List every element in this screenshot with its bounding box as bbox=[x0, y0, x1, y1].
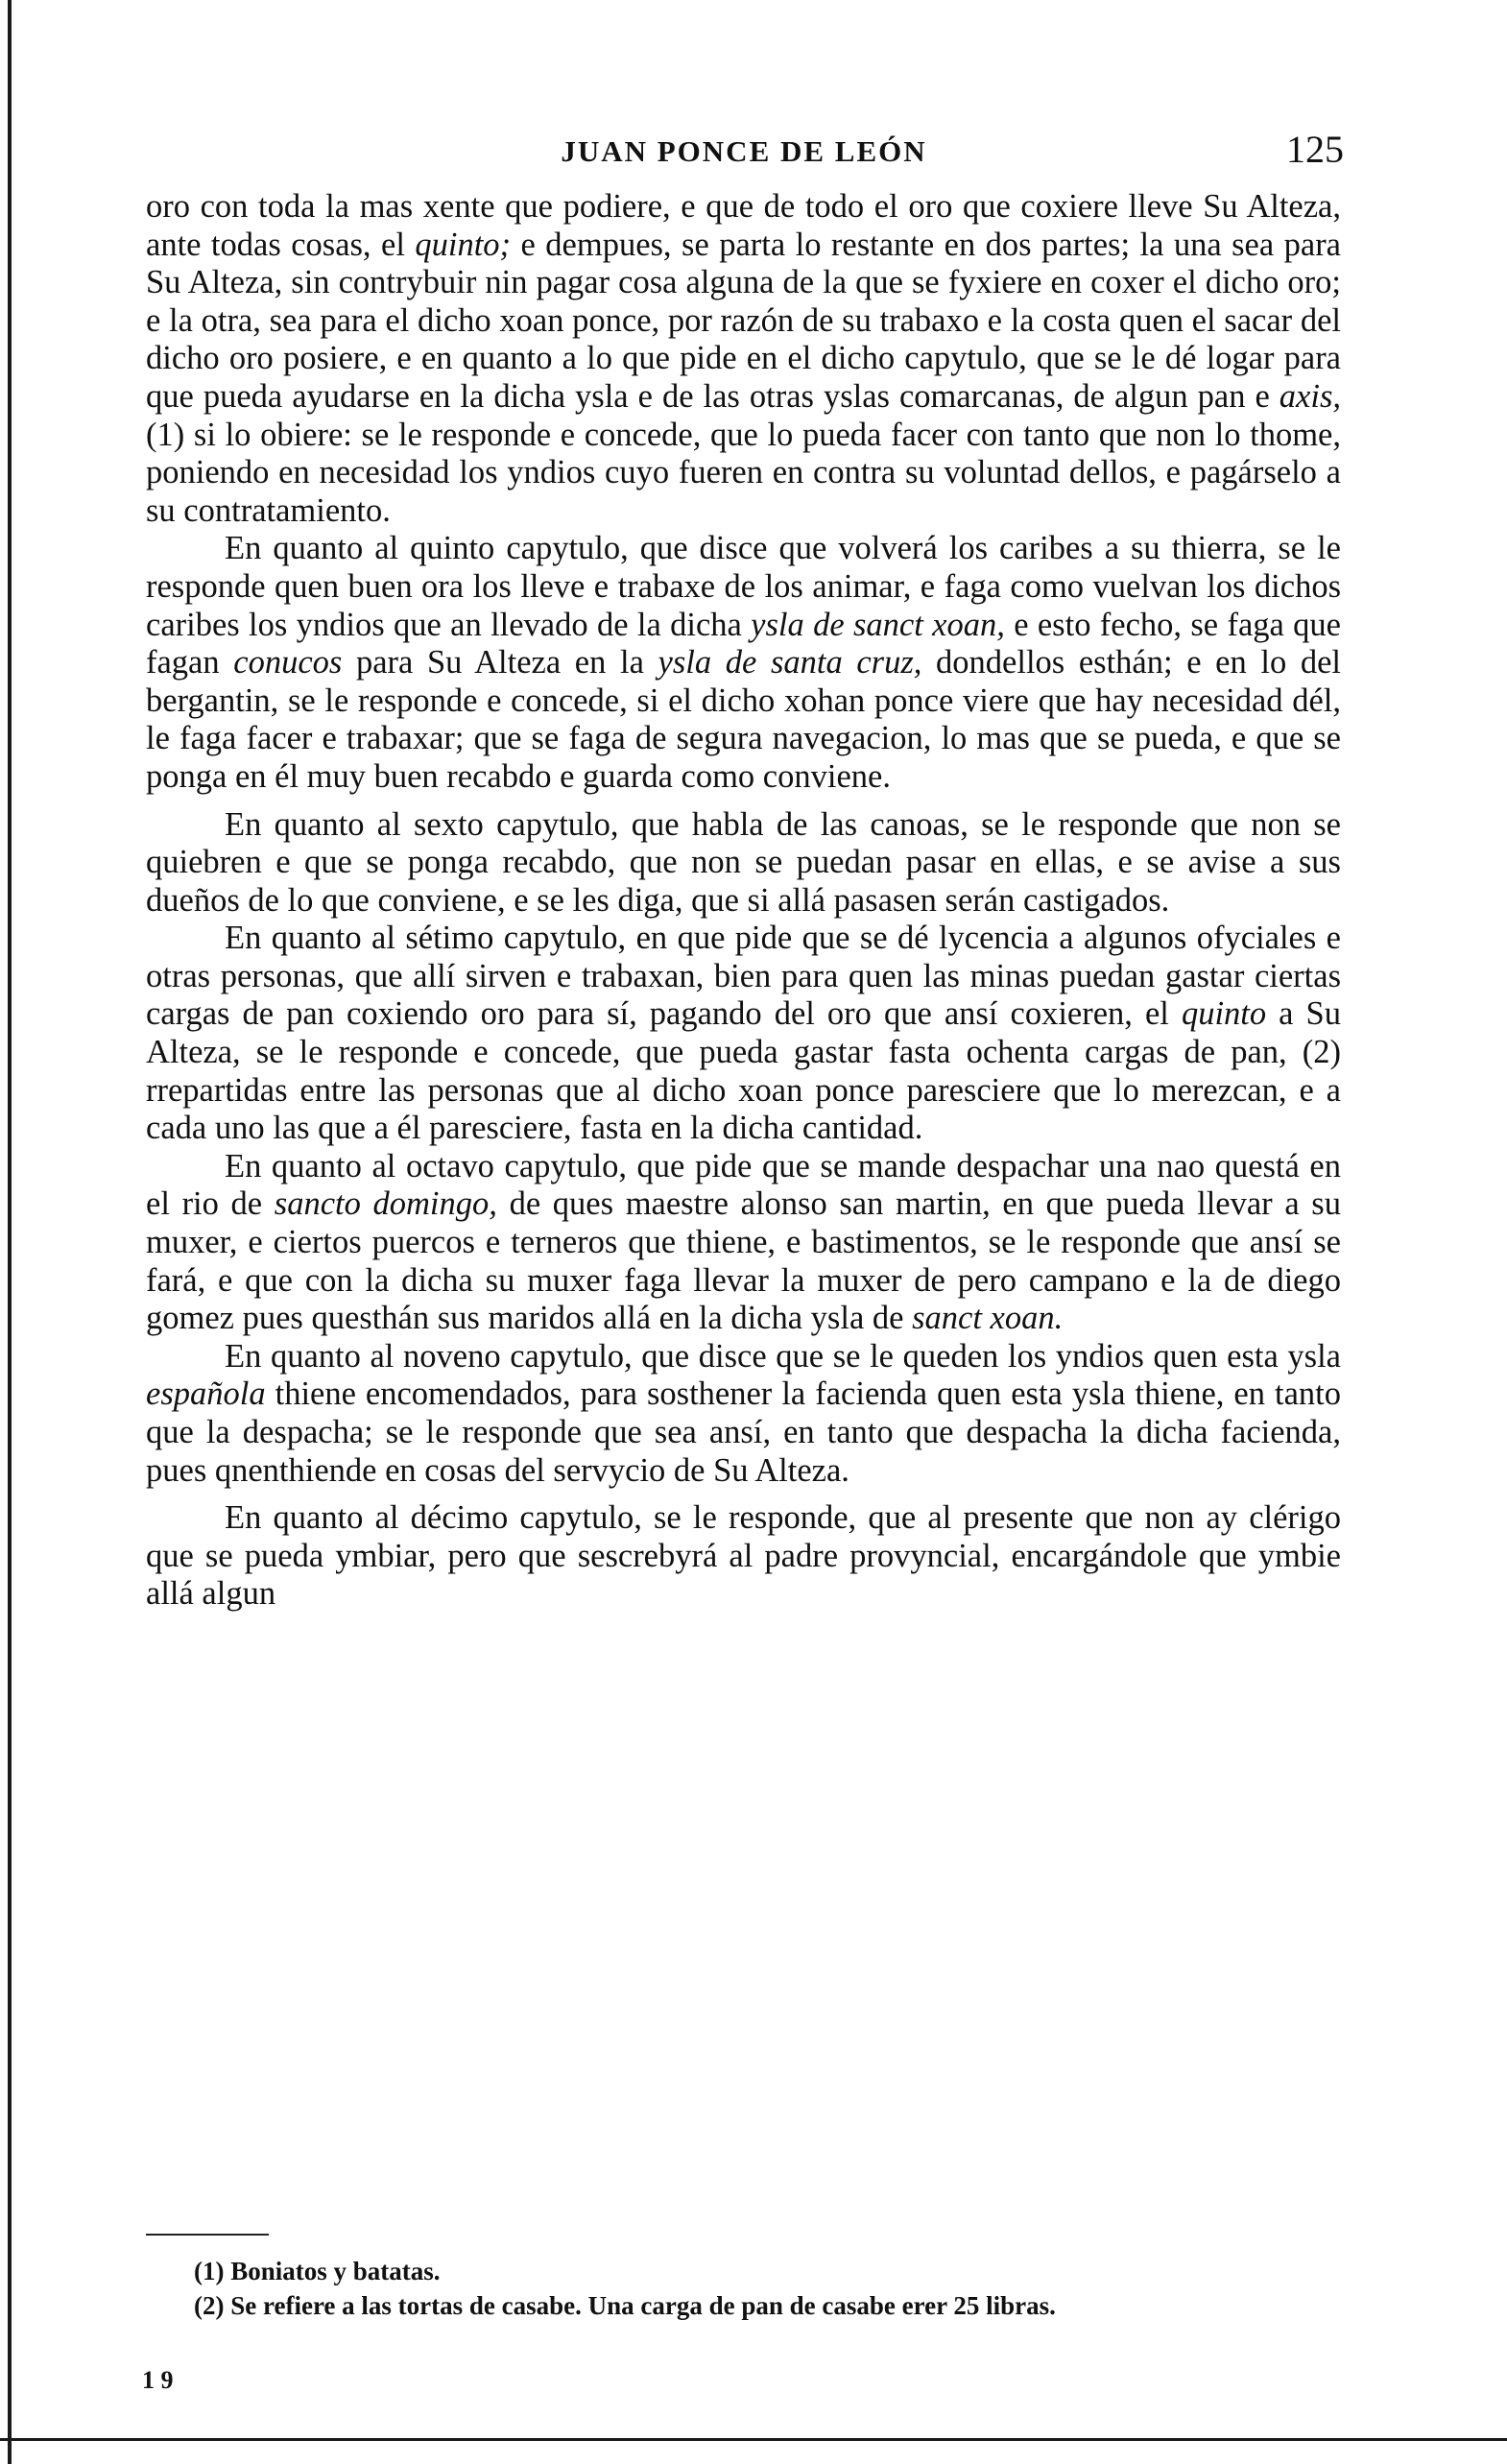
text-run: En quanto al sexto capytulo, que habla de las canoas, se le responde que non se quiebren e que se ponga recabdo, que non se puedan pasar en ellas, e se avise a sus dueños de lo que conviene, e se les diga, que si allá pasasen serán castigados. bbox=[146, 805, 1341, 919]
footnotes bbox=[146, 2254, 1341, 2323]
body-text bbox=[146, 188, 1341, 1614]
page-number: 125 bbox=[1286, 128, 1344, 171]
paragraph bbox=[146, 920, 1341, 1148]
text-run: En quanto al décimo capytulo, se le responde, que al presente que non ay clérigo que se pueda ymbiar, pero que sescrebyrá al padre provyncial, encargándole que ymbie allá algun bbox=[146, 1499, 1341, 1613]
paragraph bbox=[146, 1499, 1341, 1614]
footnote-separator bbox=[146, 2234, 269, 2236]
text-run: En quanto al octavo capytulo, que pide que se mande despachar una nao questá en el rio de bbox=[146, 1147, 1341, 1223]
text-run: thiene encomendados, para sosthener la facienda quen esta ysla thiene, en tanto que la despacha; se le responde que sea ansí, en tanto que despacha la dicha facienda, pues qnenthiende en cosas del servycio de Su Alteza. bbox=[146, 1376, 1341, 1489]
italic-run: quinto bbox=[1181, 995, 1267, 1033]
italic-run: española bbox=[146, 1376, 266, 1413]
text-run: En quanto al noveno capytulo, que disce que se le queden los yndios quen esta ysla bbox=[225, 1337, 1341, 1375]
running-title: JUAN PONCE DE LEÓN bbox=[561, 134, 927, 168]
page-bottom-line bbox=[0, 2438, 1507, 2441]
italic-run: ysla de sanct xoan, bbox=[751, 606, 1005, 643]
italic-run: sanct xoan. bbox=[912, 1300, 1064, 1337]
italic-run: quinto; bbox=[415, 226, 512, 263]
paragraph bbox=[146, 188, 1341, 530]
page-edge-line bbox=[8, 0, 12, 2464]
text-run: a Su Alteza, se le responde e concede, que pueda gastar fasta ochenta cargas de pan, (2) rrepartidas entre las personas que al dicho xoan ponce paresciere que lo merezcan, e a cada uno las que a él paresciere, fasta en la dicha cantidad. bbox=[146, 995, 1341, 1147]
text-run: dondellos esthán; e en lo del bergantin, se le responde e concede, si el dicho xohan ponce viere que hay necesidad dél, le faga facer e trabaxar; que se faga de segura navegacion, lo mas que se pueda, e que se ponga en él muy buen recabdo e guarda como conviene. bbox=[146, 644, 1341, 795]
text-run: e esto fecho, se faga que fagan bbox=[146, 606, 1341, 682]
printer-signature: 1 9 bbox=[142, 2366, 174, 2394]
text-run: e dempues, se parta lo restante en dos partes; la una sea para Su Alteza, sin contrybuir nin pagar cosa alguna de la que se fyxiere en coxer el dicho oro; e la otra, sea para el dicho xoan ponce, por razón de su trabaxo e la costa quen el sacar del dicho oro posiere, e en quanto a lo que pide en el dicho capytulo, que se le dé logar para que pueda ayudarse en la dicha ysla e de las otras yslas comarcanas, de algun pan e bbox=[146, 226, 1341, 415]
italic-run: sancto domingo, bbox=[274, 1185, 497, 1223]
text-run: de ques maestre alonso san martin, en que pueda llevar a su muxer, e ciertos puercos e terneros que thiene, e bastimentos, se le responde que ansí se fará, e que con la dicha su muxer faga llevar la muxer de pero campano e la de diego gomez pues questhán sus maridos allá en la dicha ysla de bbox=[146, 1185, 1341, 1337]
text-run: para Su Alteza en la bbox=[342, 644, 658, 682]
text-run: oro con toda la mas xente que podiere, e que de todo el oro que coxiere lleve Su Alteza, ante todas cosas, el bbox=[146, 188, 1341, 263]
paragraph bbox=[146, 806, 1341, 921]
text-run: En quanto al sétimo capytulo, en que pide que se dé lycencia a algunos ofyciales e otras personas, que allí sirven e trabaxan, bien para quen las minas puedan gastar ciertas cargas de pan coxiendo oro para sí, pagando del oro que ansí coxieren, el bbox=[146, 920, 1341, 1033]
text-run: (1) si lo obiere: se le responde e concede, que lo pueda facer con tanto que non lo thome, poniendo en necesidad los yndios cuyo fueren en contra su voluntad dellos, e pagárselo a su contratamiento. bbox=[146, 416, 1341, 529]
paragraph bbox=[146, 1148, 1341, 1338]
footnote-1: (1) Boniatos y batatas. bbox=[194, 2257, 441, 2285]
text-run: En quanto al quinto capytulo, que disce que volverá los caribes a su thierra, se le responde quen buen ora los lleve e trabaxe de los animar, e faga como vuelvan los dichos caribes los yndios que an llevado de la dicha bbox=[146, 530, 1341, 643]
paragraph bbox=[146, 530, 1341, 796]
italic-run: ysla de santa cruz, bbox=[658, 644, 922, 682]
running-header bbox=[144, 127, 1344, 175]
footnote-2: (2) Se refiere a las tortas de casabe. Una carga de pan de casabe erer 25 libras. bbox=[194, 2291, 1056, 2320]
paragraph bbox=[146, 1338, 1341, 1490]
italic-run: conucos bbox=[233, 644, 343, 682]
italic-run: axis, bbox=[1279, 377, 1341, 415]
